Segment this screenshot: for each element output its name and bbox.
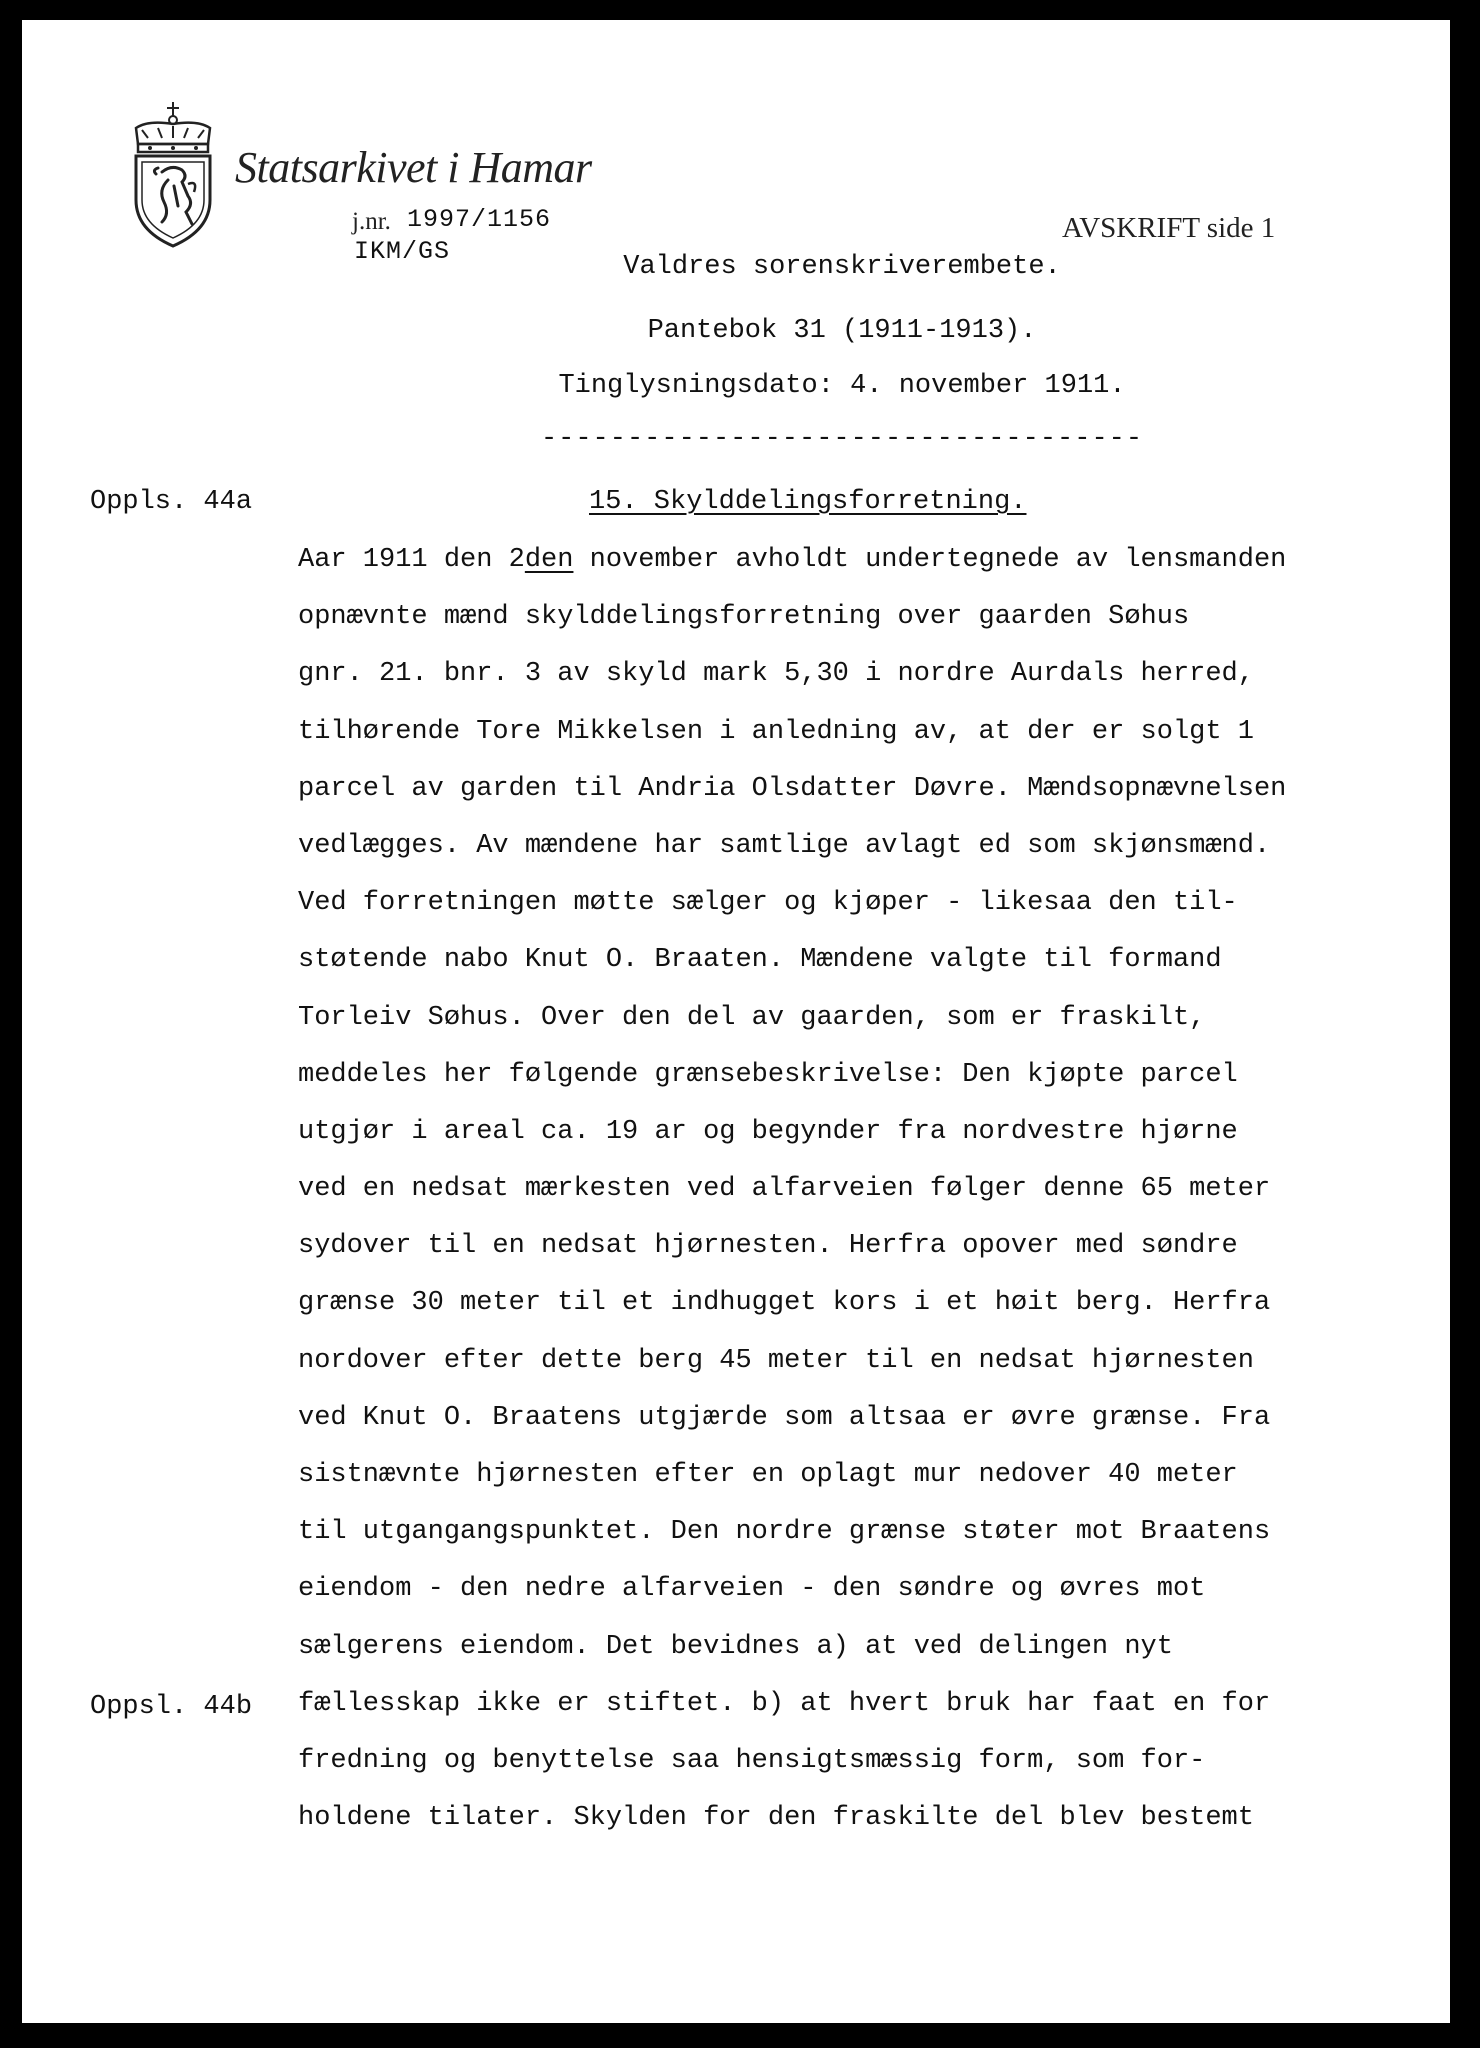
margin-note-44b: Oppsl. 44b [90,1692,253,1722]
section-heading: 15. Skylddelingsforretning. [589,487,1027,517]
body-line: parcel av garden til Andria Olsdatter Døvre. Mændsopnævnelsen [298,773,1287,804]
body-line: Ved forretningen møtte sælger og kjøper - likesaa den til- [298,888,1238,919]
body-line: ved en nedsat mærkesten ved alfarveien følger denne 65 meter [298,1174,1271,1205]
body-line: utgjør i areal ca. 19 ar og begynder fra nordvestre hjørne [298,1116,1238,1147]
registration-date: Tinglysningsdato: 4. november 1911. [558,371,1126,401]
body-line: opnævnte mænd skylddelingsforretning over gaarden Søhus [298,602,1190,633]
journal-number-label: j.nr. [352,208,391,235]
body-line: støtende nabo Knut O. Braaten. Mændene valgte til formand [298,945,1222,976]
body-line: sydover til en nedsat hjørnesten. Herfra opover med søndre [298,1231,1238,1262]
body-line: ved Knut O. Braatens utgjærde som altsaa er øvre grænse. Fra [298,1402,1271,1433]
body-line: holdene tilater. Skylden for den fraskilte del blev bestemt [298,1803,1254,1834]
body-line: tilhørende Tore Mikkelsen i anledning av, at der er solgt 1 [298,716,1254,747]
body-line: meddeles her følgende grænsebeskrivelse: Den kjøpte parcel [298,1059,1238,1090]
body-line: eiendom - den nedre alfarveien - den søndre og øvres mot [298,1574,1206,1605]
body-line: fællesskap ikke er stiftet. b) at hvert bruk har faat en for [298,1688,1271,1719]
clerk-initials: IKM/GS [354,237,451,266]
body-line: sælgerens eiendom. Det bevidnes a) at ved delingen nyt [298,1631,1173,1662]
body-line: sistnævnte hjørnesten efter en oplagt mur nedover 40 meter [298,1460,1238,1490]
body-line-1: Aar 1911 den 2den november avholdt undertegnede av lensmanden [298,545,1287,575]
mortgage-book: Pantebok 31 (1911-1913). [647,316,1037,346]
body-line: fredning og benyttelse saa hensigtsmæssig form, som for- [298,1745,1206,1776]
court-name: Valdres sorenskriverembete. [623,252,1061,282]
coat-of-arms-icon [128,100,218,250]
body-line: til utgangangspunktet. Den nordre grænse støter mot Braatens [298,1517,1271,1548]
archive-name: Statsarkivet i Hamar [235,143,592,192]
body-line: Torleiv Søhus. Over den del av gaarden, som er fraskilt, [298,1002,1206,1033]
journal-number: 1997/1156 [407,205,552,234]
margin-note-44a: Oppls. 44a [90,487,253,517]
document-body [298,542,1378,1857]
body-line: grænse 30 meter til et indhugget kors i et høit berg. Herfra [298,1288,1271,1319]
body-line: gnr. 21. bnr. 3 av skyld mark 5,30 i nordre Aurdals herred, [298,659,1254,690]
separator-line: ----------------------------------- [540,424,1144,454]
document-page [22,20,1450,2023]
body-line: vedlægges. Av mændene har samtlige avlagt ed som skjønsmænd. [298,830,1271,861]
transcript-page-label: AVSKRIFT side 1 [1062,212,1276,244]
body-line: nordover efter dette berg 45 meter til en nedsat hjørnesten [298,1345,1254,1376]
